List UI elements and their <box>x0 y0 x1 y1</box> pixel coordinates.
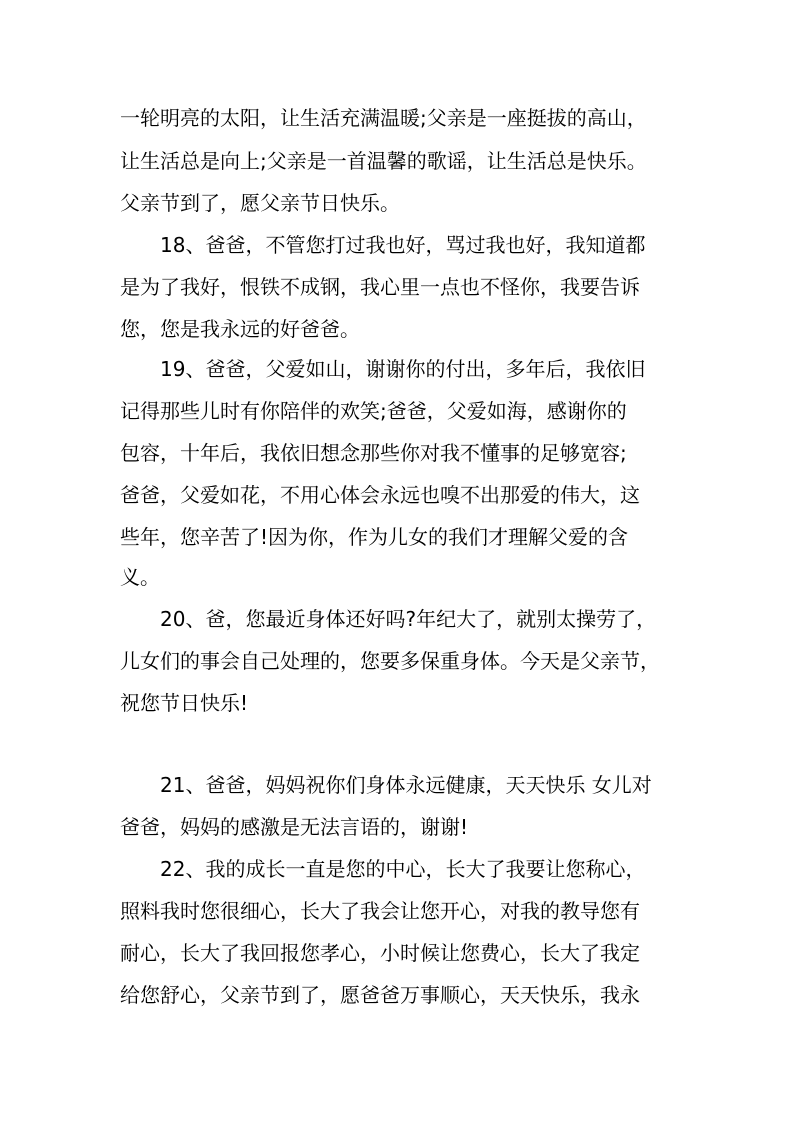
paragraph-line: 照料我时您很细心，长大了我会让您开心，对我的教导您有 <box>120 899 640 923</box>
paragraph-line: 22、我的成长一直是您的中心，长大了我要让您称心， <box>160 857 646 881</box>
paragraph-line: 爸爸，妈妈的感激是无法言语的，谢谢! <box>120 815 469 839</box>
paragraph-line: 爸爸，父爱如花，不用心体会永远也嗅不出那爱的伟大，这 <box>120 483 640 507</box>
paragraph-line: 让生活总是向上;父亲是一首温馨的歌谣，让生活总是快乐。 <box>120 149 647 173</box>
paragraph-line: 儿女们的事会自己处理的，您要多保重身体。今天是父亲节， <box>120 649 660 673</box>
paragraph-line: 父亲节到了，愿父亲节日快乐。 <box>120 191 400 215</box>
paragraph-line: 祝您节日快乐! <box>120 691 249 715</box>
paragraph-line: 些年，您辛苦了!因为你，作为儿女的我们才理解父爱的含 <box>120 525 629 549</box>
paragraph-line: 20、爸，您最近身体还好吗?年纪大了，就别太操劳了， <box>160 607 657 631</box>
paragraph-line: 记得那些儿时有你陪伴的欢笑;爸爸，父爱如海，感谢你的 <box>120 399 627 423</box>
paragraph-line: 您，您是我永远的好爸爸。 <box>120 317 360 341</box>
paragraph-line: 18、爸爸，不管您打过我也好，骂过我也好，我知道都 <box>160 233 646 257</box>
paragraph-line: 一轮明亮的太阳，让生活充满温暖;父亲是一座挺拔的高山， <box>120 106 647 130</box>
paragraph-line: 19、爸爸，父爱如山，谢谢你的付出，多年后，我依旧 <box>160 357 646 381</box>
paragraph-line: 给您舒心，父亲节到了，愿爸爸万事顺心，天天快乐，我永 <box>120 983 640 1007</box>
paragraph-line: 义。 <box>120 565 160 589</box>
paragraph-line: 21、爸爸，妈妈祝你们身体永远健康，天天快乐 女儿对 <box>160 773 652 797</box>
paragraph-line: 是为了我好，恨铁不成钢，我心里一点也不怪你，我要告诉 <box>120 275 640 299</box>
paragraph-line: 耐心，长大了我回报您孝心，小时候让您费心，长大了我定 <box>120 941 640 965</box>
paragraph-line: 包容，十年后，我依旧想念那些你对我不懂事的足够宽容; <box>120 441 627 465</box>
